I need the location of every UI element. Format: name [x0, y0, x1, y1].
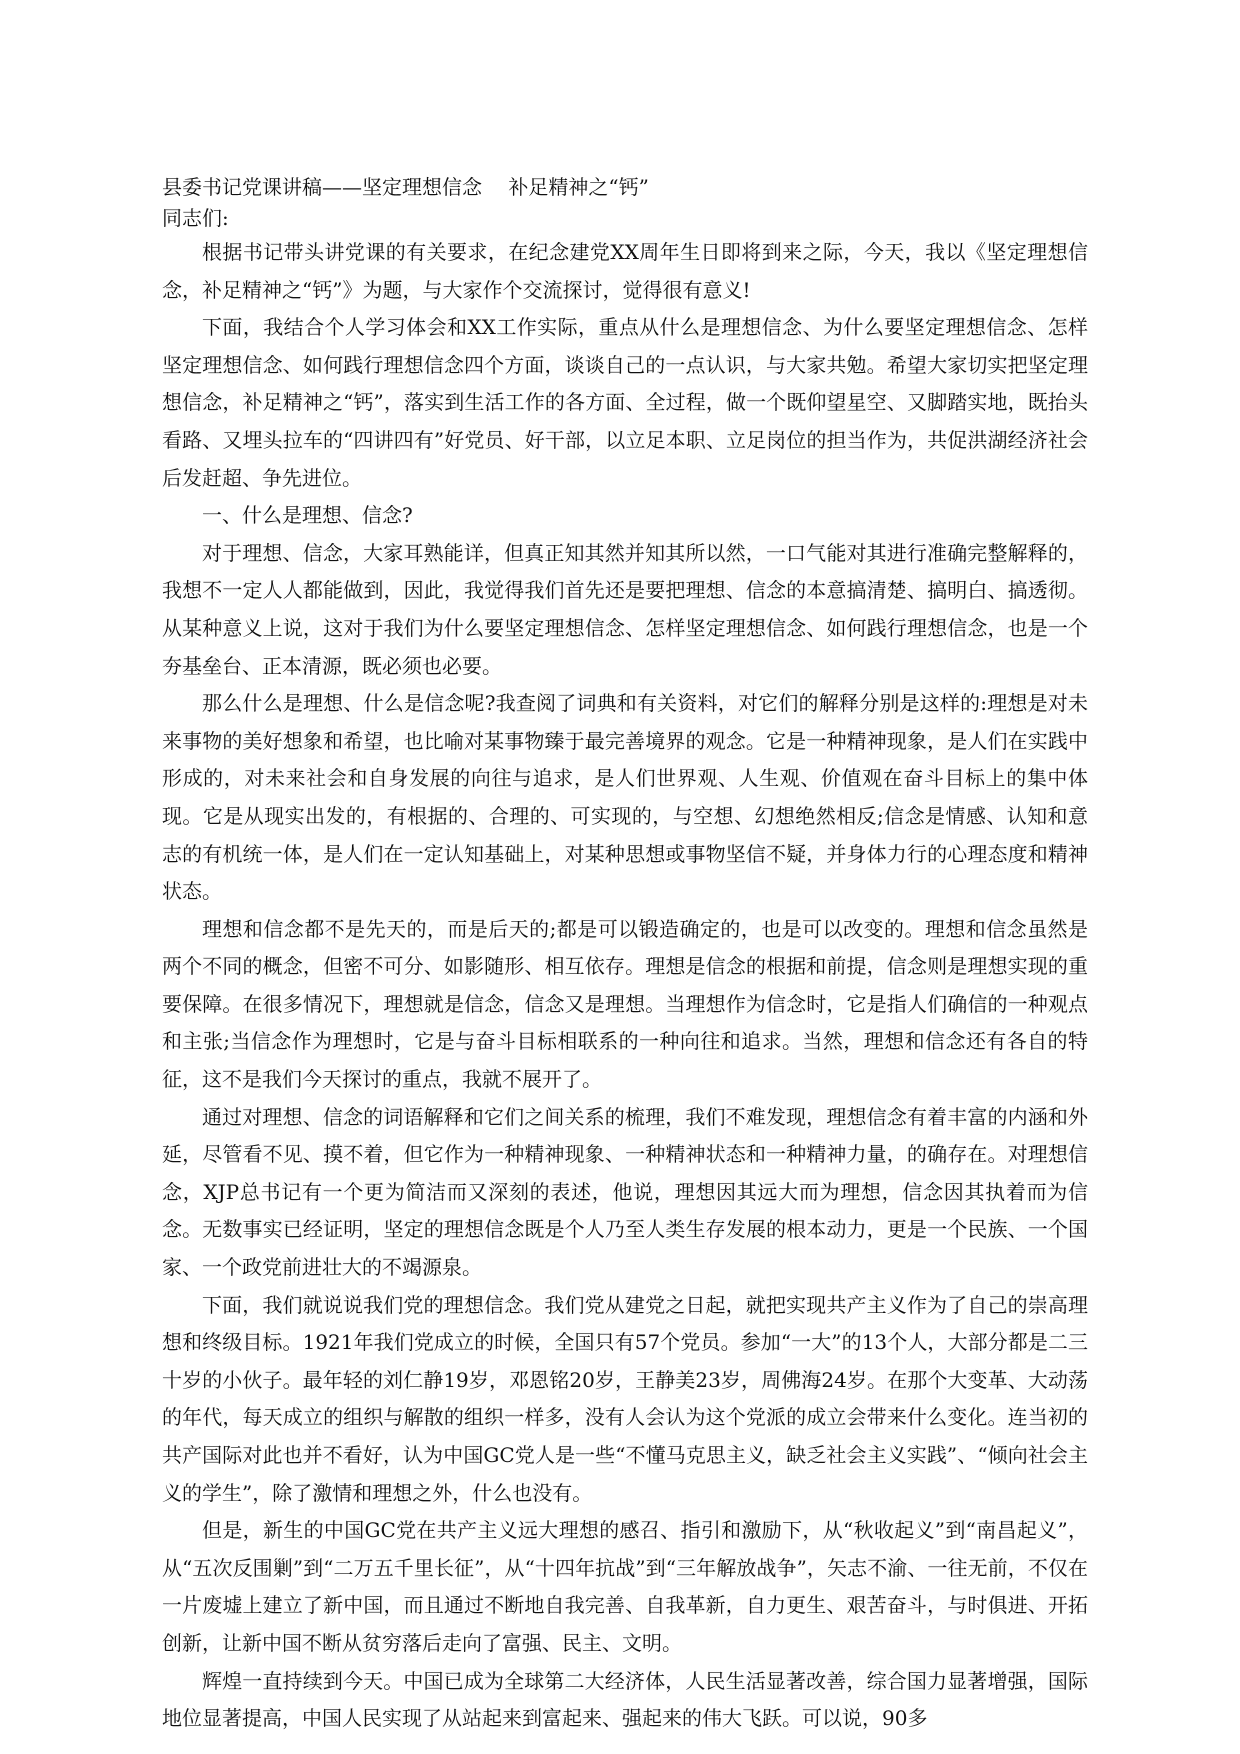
paragraph-body: 但是，新生的中国GC党在共产主义远大理想的感召、指引和激励下，从“秋收起义”到“南昌起义”，从“五次反围剿”到“二万五千里长征”，从“十四年抗战”到“三年解放战争”，矢志不渝、一往无前，不仅在一片废墟上建立了新中国，而且通过不断地自我完善、自我革新，自力更生、艰苦奋斗，与时俱进、开拓创新，让新中国不断从贫穷落后走向了富强、民主、文明。	[162, 1518, 1088, 1655]
paragraph-intro: 根据书记带头讲党课的有关要求，在纪念建党XX周年生日即将到来之际，今天，我以《坚定理想信念，补足精神之“钙”》为题，与大家作个交流探讨，觉得很有意义!	[162, 240, 1088, 302]
paragraph-body: 下面，我们就说说我们党的理想信念。我们党从建党之日起，就把实现共产主义作为了自己的崇高理想和终级目标。1921年我们党成立的时候，全国只有57个党员。参加“一大”的13个人，大部分都是二三十岁的小伙子。最年轻的刘仁静19岁，邓恩铭20岁，王静美23岁，周佛海24岁。在那个大变革、大动荡的年代，每天成立的组织与解散的组织一样多，没有人会认为这个党派的成立会带来什么变化。连当初的共产国际对此也并不看好，认为中国GC党人是一些“不懂马克思主义，缺乏社会主义实践”、“倾向社会主义的学生”，除了激情和理想之外，什么也没有。	[162, 1292, 1088, 1505]
section-heading-1: 一、什么是理想、信念?	[202, 503, 413, 528]
document-title: 县委书记党课讲稿——坚定理想信念 补足精神之“钙”	[162, 175, 649, 199]
paragraph-body: 辉煌一直持续到今天。中国已成为全球第二大经济体，人民生活显著改善，综合国力显著增强，国际地位显著提高，中国人民实现了从站起来到富起来、强起来的伟大飞跃。可以说，90多	[162, 1668, 1088, 1731]
paragraph-body: 对于理想、信念，大家耳熟能详，但真正知其然并知其所以然，一口气能对其进行准确完整解释的，我想不一定人人都能做到，因此，我觉得我们首先还是要把理想、信念的本意搞清楚、搞明白、搞透彻。从某种意义上说，这对于我们为什么要坚定理想信念、怎样坚定理想信念、如何践行理想信念，也是一个夯基垒台、正本清源，既必须也必要。	[162, 540, 1088, 678]
paragraph-body: 通过对理想、信念的词语解释和它们之间关系的梳理，我们不难发现，理想信念有着丰富的内涵和外延，尽管看不见、摸不着，但它作为一种精神现象、一种精神状态和一种精神力量，的确存在。对理想信念，XJP总书记有一个更为简洁而又深刻的表述，他说，理想因其远大而为理想，信念因其执着而为信念。无数事实已经证明，坚定的理想信念既是个人乃至人类生存发展的根本动力，更是一个民族、一个国家、一个政党前进壮大的不竭源泉。	[162, 1104, 1088, 1280]
paragraph-outline: 下面，我结合个人学习体会和XX工作实际，重点从什么是理想信念、为什么要坚定理想信念、怎样坚定理想信念、如何践行理想信念四个方面，谈谈自己的一点认识，与大家共勉。希望大家切实把坚定理想信念，补足精神之“钙”，落实到生活工作的各方面、全过程，做一个既仰望星空、又脚踏实地，既抬头看路、又埋头拉车的“四讲四有”好党员、好干部，以立足本职、立足岗位的担当作为，共促洪湖经济社会后发赶超、争先进位。	[162, 315, 1088, 490]
salutation: 同志们:	[162, 206, 229, 230]
paragraph-body: 那么什么是理想、什么是信念呢?我查阅了词典和有关资料，对它们的解释分别是这样的:理想是对未来事物的美好想象和希望，也比喻对某事物臻于最完善境界的观念。它是一种精神现象，是人们在实践中形成的，对未来社会和自身发展的向往与追求，是人们世界观、人生观、价值观在奋斗目标上的集中体现。它是从现实出发的，有根据的、合理的、可实现的，与空想、幻想绝然相反;信念是情感、认知和意志的有机统一体，是人们在一定认知基础上，对某种思想或事物坚信不疑，并身体力行的心理态度和精神状态。	[162, 691, 1088, 904]
paragraph-body: 理想和信念都不是先天的，而是后天的;都是可以锻造确定的，也是可以改变的。理想和信念虽然是两个不同的概念，但密不可分、如影随形、相互依存。理想是信念的根据和前提，信念则是理想实现的重要保障。在很多情况下，理想就是信念，信念又是理想。当理想作为信念时，它是指人们确信的一种观点和主张;当信念作为理想时，它是与奋斗目标相联系的一种向往和追求。当然，理想和信念还有各自的特征，这不是我们今天探讨的重点，我就不展开了。	[162, 916, 1088, 1092]
document-page	[162, 172, 1088, 1738]
